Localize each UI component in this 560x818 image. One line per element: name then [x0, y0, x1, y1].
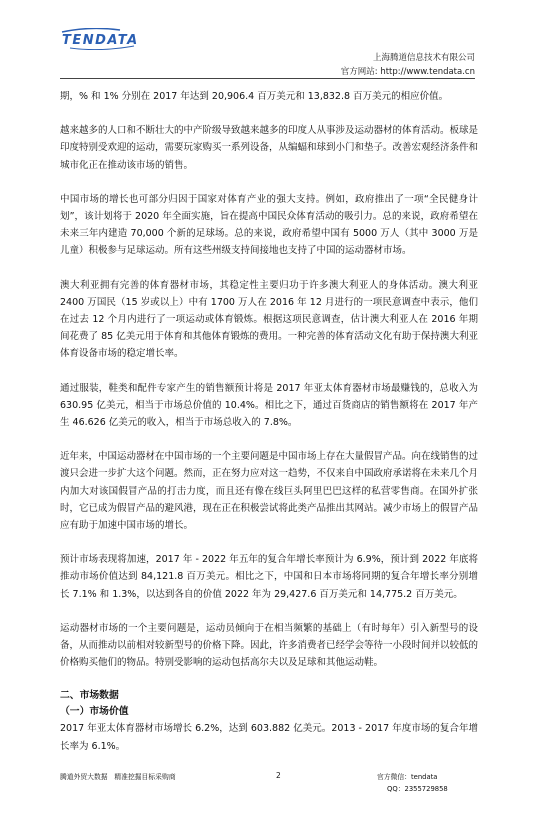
header-divider	[60, 78, 475, 79]
subsection-title: （一）市场价值	[60, 706, 129, 718]
paragraph: 中国市场的增长也可部分归因于国家对体育产业的强大支持。例如，政府推出了一项“全民健身计划”，该计划将于 2020 年全面实施，旨在提高中国民众体育活动的吸引力。总的来说，政府希望在未来三年内建造 70,000 个新的足球场。总的来说，政府希望中国有 5000 万人（其中 3000 万是儿童）积极参与足球运动。所有这些州级支持间接地也支持了中国的运动器材市场。	[60, 193, 478, 257]
paragraph: 2017 年亚太体育器材市场增长 6.2%，达到 603.882 亿美元。2013 - 2017 年度市场的复合年增长率为 6.1%。	[60, 723, 478, 752]
paragraph: 预计市场表现将加速，2017 年 - 2022 年五年的复合年增长率预计为 6.9%，预计到 2022 年底将推动市场价值达到 84,121.8 百万美元。相比之下，中国和日本市场将同期的复合年增长率分别增长 7.1% 和 1.3%，以达到各自的价值 2022 年为 29,427.6 百万美元和 14,775.2 百万美元。	[60, 554, 478, 600]
paragraph: 期，% 和 1% 分别在 2017 年达到 20,906.4 百万美元和 13,832.8 百万美元的相应价值。	[60, 91, 449, 102]
footer-slogan: 腾道外贸大数据 精准挖掘目标采购商	[60, 773, 176, 781]
tendata-logo	[60, 28, 140, 50]
logo-text: TENDATA	[62, 33, 139, 48]
paragraph: 澳大利亚拥有完善的体育器材市场，其稳定性主要归功于许多澳大利亚人的身体活动。澳大利亚 2400 万国民（15 岁或以上）中有 1700 万人在 2016 年 12 月进行的一项民意调查中表示，他们在过去 12 个月内进行了一项运动或体育锻炼。根据这项民意调查，估计澳大利亚人在 2016 年期间花费了 85 亿美元用于体育和其他体育锻炼的费用。一种完善的体育活动文化有助于保持澳大利亚体育设备市场的稳定增长率。	[60, 279, 478, 360]
section-title: 二、市场数据	[60, 690, 119, 702]
page-footer	[0, 765, 560, 795]
website-link[interactable]: 官方网站: http://www.tendata.cn	[340, 67, 475, 77]
company-name: 上海腾道信息技术有限公司	[372, 53, 475, 63]
page-number: 2	[276, 771, 281, 780]
footer-qq: QQ：2355729858	[387, 785, 448, 793]
document-body	[60, 88, 478, 755]
page-header	[0, 0, 560, 82]
paragraph: 近年来，中国运动器材在中国市场的一个主要问题是中国市场上存在大量假冒产品。向在线销售的过渡只会进一步扩大这个问题。然而，正在努力应对这一趋势，不仅来自中国政府承诺将在未来几个月内加大对该国假冒产品的打击力度，而且还有像在线巨头阿里巴巴这样的私营零售商。在国外扩张时，它已成为假冒产品的避风港，现在正在积极尝试将此类产品推出其网站。减少市场上的假冒产品应有助于加速中国市场的增长。	[60, 451, 479, 532]
paragraph: 越来越多的人口和不断壮大的中产阶级导致越来越多的印度人从事涉及运动器材的体育活动。板球是印度特别受欢迎的运动，需要玩家购买一系列设备，从编蝠和球到小门和垫子。改善宏观经济条件和城市化正在推动该市场的销售。	[60, 125, 479, 171]
paragraph: 运动器材市场的一个主要问题是，运动员倾向于在相当频繁的基础上（有时每年）引入新型号的设备，从而推动以前相对较新型号的价格下降。因此，许多消费者已经学会等待一小段时间并以较低的价格购买他们的物品。特别受影响的运动包括高尔夫以及足球和其他运动鞋。	[60, 622, 479, 669]
footer-wechat: 官方微信：tendata	[377, 773, 438, 781]
paragraph: 通过服装，鞋类和配件专家产生的销售额预计将是 2017 年亚太体育器材市场最赚钱的，总收入为 630.95 亿美元，相当于市场总价值的 10.4%。相比之下，通过百货商店的销售额将在 2017 年产生 46.626 亿美元的收入，相当于市场总收入的 7.8%。	[60, 382, 478, 429]
